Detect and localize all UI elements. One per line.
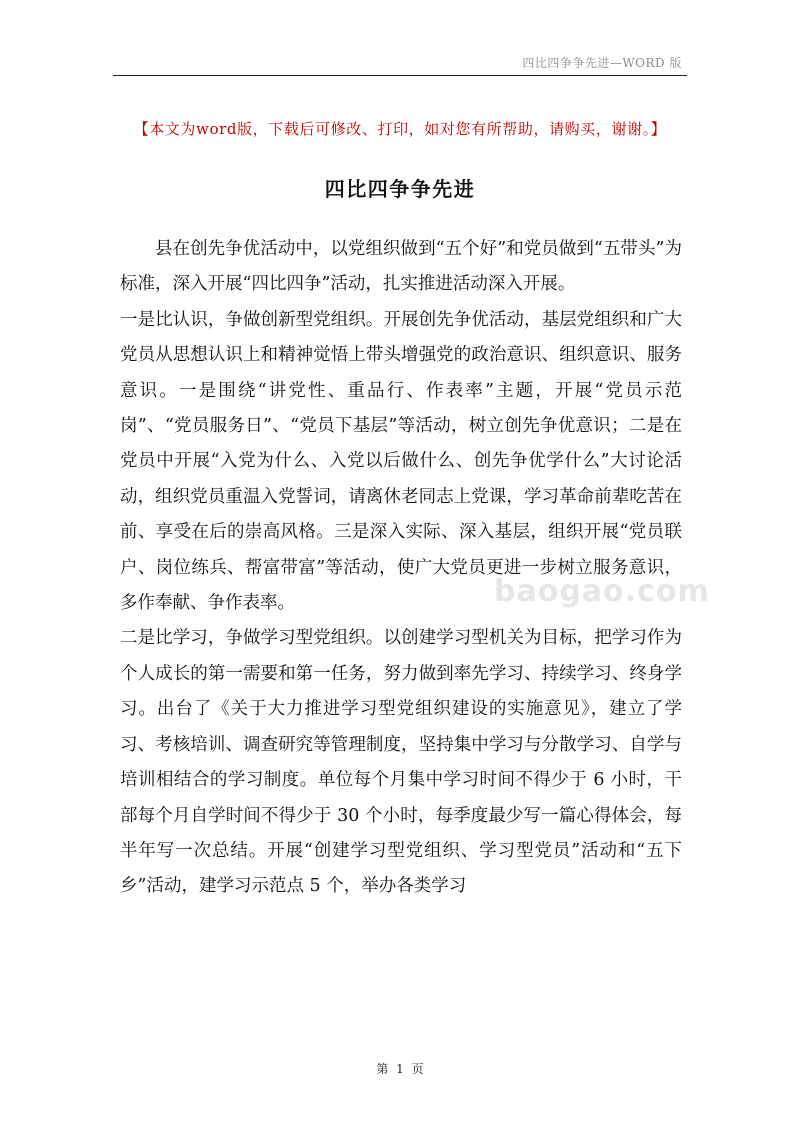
footer-suffix: 页 <box>411 1062 424 1076</box>
document-title: 四比四争争先进 <box>324 177 476 201</box>
paragraph-section-1: 一是比认识，争做创新型党组织。开展创先争优活动，基层党组织和广大党员从思想认识上和精神觉悟上带头增强党的政治意识、组织意识、服务意识。一是围绕“讲党性、重品行、作表率”主题，开展“党员示范岗”、“党员服务日”、“党员下基层”等活动，树立创先争优意识；二是在党员中开展“入党为什么、入党以后做什么、创先争优学什么”大讨论活动，组织党员重温入党誓词，请离休老同志上党课，学习革命前辈吃苦在前、享受在后的崇高风格。三是深入实际、深入基层，组织开展“党员联户、岗位练兵、帮富带富”等活动，使广大党员更进一步树立服务意识，多作奉献、争作表率。 <box>120 309 682 614</box>
footer-prefix: 第 <box>376 1062 389 1076</box>
purchase-notice: 【本文为word版，下载后可修改、打印，如对您有所帮助，请购买，谢谢。】 <box>133 120 667 138</box>
page-footer <box>0 1060 800 1077</box>
paragraph-intro: 县在创先争优活动中，以党组织做到“五个好”和党员做到“五带头”为标准，深入开展“四比四争”活动，扎实推进活动深入开展。 <box>120 239 682 295</box>
paragraph-section-2: 二是比学习，争做学习型党组织。以创建学习型机关为目标，把学习作为个人成长的第一需要和第一任务，努力做到率先学习、持续学习、终身学习。出台了《关于大力推进学习型党组织建设的实施意见》，建立了学习、考核培训、调查研究等管理制度，坚持集中学习与分散学习、自学与培训相结合的学习制度。单位每个月集中学习时间不得少于 6 小时，干部每个月自学时间不得少于 30 个小时，每季度最少写一篇心得体会，每半年写一次总结。开展“创建学习型党组织、学习型党员”活动和“五下乡”活动，建学习示范点 5 个，举办各类学习 <box>120 628 682 897</box>
document-body <box>120 232 682 905</box>
watermark: baogao.com <box>494 574 710 609</box>
header-rule <box>113 75 687 76</box>
page-number: 1 <box>396 1062 404 1076</box>
running-header: 四比四争争先进—WORD 版 <box>522 56 682 70</box>
